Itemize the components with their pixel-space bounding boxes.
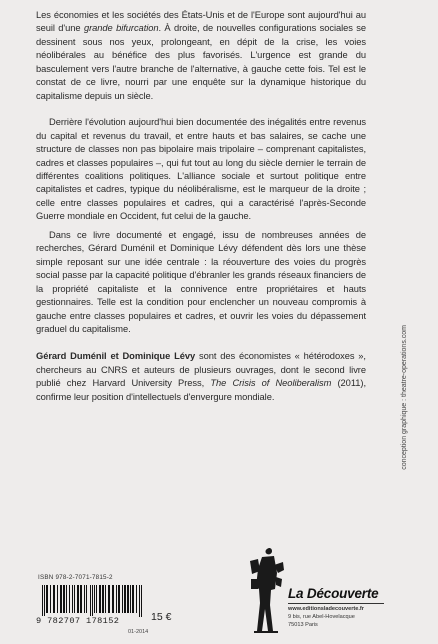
back-cover-text	[36, 9, 366, 404]
publisher-url: www.editionsladecouverte.fr	[288, 606, 364, 612]
publisher-divider	[288, 603, 384, 604]
author-bio: Gérard Duménil et Dominique Lévy sont des économistes « hétérodoxes », chercheurs au CNRS et auteurs de plusieurs ouvrages, dont le second livre publié chez Harvard University Press, The Crisis of Neoliberalism (2011), confirme leur position d'intellectuels d'envergure mondiale.	[36, 351, 366, 402]
date-code: 01-2014	[128, 629, 149, 635]
barcode	[42, 585, 144, 617]
price: 15 €	[151, 611, 172, 623]
publisher-logo-icon	[248, 543, 286, 635]
summary-paragraph-3: Dans ce livre documenté et engagé, issu de nombreuses années de recherches, Gérard Duménil et Dominique Lévy défendent dès lors une thèse simple reposant sur une idée centrale : la réouverture des voies du progrès social passe par la capacité politique d'ébranler les grands réseaux financiers de la propriété capitaliste et la connivence entre propriétaires et hauts gestionnaires. Telle est la condition pour enclencher un nouveau compromis à gauche entre classes populaires et cadres, et ouvrir les voies du dépassement graduel du capitalisme.	[36, 229, 366, 334]
summary-paragraph-1: Les économies et les sociétés des États-Unis et de l'Europe sont aujourd'hui au seuil d'une grande bifurcation. À droite, de nouvelles configurations sociales se dessinent sous nos yeux, prolongeant, en dépit de la crise, les voies néolibérales au bénéfice des plus favorisés. L'urgence est grande du basculement vers l'autre branche de l'alternative, à gauche cette fois. Tel est le constat de ce livre, nourri par une enquête sur la dynamique historique du capitalisme depuis un siècle.	[36, 10, 366, 101]
publisher-info	[288, 605, 364, 629]
design-credit: conception graphique : theatre-operations.com	[401, 325, 408, 470]
barcode-block	[36, 585, 148, 625]
publisher-address-line-2: 75013 Paris	[288, 622, 318, 628]
publisher-name: La Découverte	[288, 586, 379, 601]
isbn-number: ISBN 978-2-7071-7815-2	[38, 574, 113, 581]
summary-paragraph-2: Derrière l'évolution aujourd'hui bien documentée des inégalités entre revenus du capital et revenus du travail, et entre hauts et bas salaires, se cache une structure de classes non pas bipolaire mais tripolaire – comprenant capitalistes, cadres et classes populaires –, qui fut tout au long du siècle dernier le terrain de différentes coalitions politiques. L'alliance sociale et surtout politique entre capitalistes et cadres, typique du néolibéralisme, est le marqueur de la droite ; celle entre classes populaires et cadres, qui a caractérisé l'après-Seconde Guerre mondiale en Occident, fut celui de la gauche.	[36, 117, 366, 222]
barcode-digits: 9 782707 178152	[36, 616, 120, 626]
publisher-address-line-1: 9 bis, rue Abel-Hovelacque	[288, 614, 355, 620]
